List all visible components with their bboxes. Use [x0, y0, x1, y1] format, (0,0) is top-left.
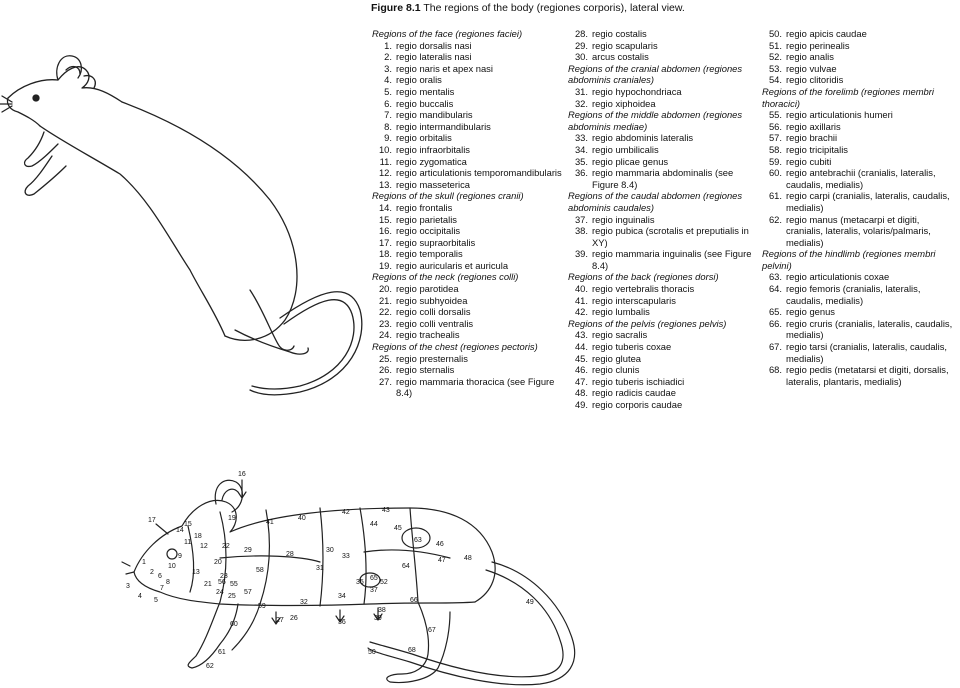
- region-label-68: 68: [408, 647, 416, 654]
- entry-number: 41.: [574, 294, 588, 306]
- entry-number: 49.: [574, 399, 588, 410]
- legend-entry: [372, 376, 562, 399]
- entry-number: 36.: [574, 167, 588, 179]
- legend-entry: [372, 225, 562, 237]
- legend-entry: [372, 260, 562, 272]
- entry-number: 47.: [574, 375, 588, 387]
- entry-text: regio femoris (cranialis, lateralis, caudalis, medialis): [786, 283, 921, 306]
- legend-entry: [372, 86, 562, 98]
- region-label-23: 23: [220, 573, 228, 580]
- region-label-21: 21: [204, 581, 212, 588]
- entry-text: regio sacralis: [592, 329, 648, 341]
- legend-entry: [568, 399, 758, 411]
- entry-text: regio axillaris: [786, 120, 841, 132]
- region-label-29: 29: [244, 547, 252, 554]
- legend-entry: [568, 225, 758, 248]
- region-label-66: 66: [410, 597, 418, 604]
- region-label-52: 52: [380, 579, 388, 586]
- legend-column-2: [568, 28, 758, 411]
- entry-number: 39.: [574, 248, 588, 260]
- entry-number: 18.: [378, 248, 392, 260]
- entry-text: regio vertebralis thoracis: [592, 283, 695, 295]
- legend-entry: [568, 28, 758, 40]
- region-label-48: 48: [464, 555, 472, 562]
- entry-number: 55.: [768, 109, 782, 121]
- entry-text: regio plicae genus: [592, 155, 669, 167]
- region-label-10: 10: [168, 563, 176, 570]
- entry-number: 65.: [768, 306, 782, 318]
- entry-number: 56.: [768, 120, 782, 132]
- entry-text: regio analis: [786, 51, 834, 63]
- entry-text: regio perinealis: [786, 39, 850, 51]
- entry-number: 5.: [384, 85, 392, 97]
- legend-entry: [372, 295, 562, 307]
- mouse-illustration-plain: [0, 40, 370, 410]
- legend-entry: [762, 156, 958, 168]
- region-label-4: 4: [138, 593, 142, 600]
- entry-number: 35.: [574, 155, 588, 167]
- region-label-39: 39: [374, 615, 382, 622]
- legend-entry: [372, 132, 562, 144]
- legend-entry: [372, 167, 562, 179]
- entry-text: regio clitoridis: [786, 74, 844, 86]
- region-label-22: 22: [222, 543, 230, 550]
- legend-entry: [568, 341, 758, 353]
- legend-entry: [372, 109, 562, 121]
- section-heading: Regions of the chest (regiones pectoris): [372, 341, 538, 353]
- entry-text: regio cubiti: [786, 155, 832, 167]
- entry-number: 11.: [379, 155, 392, 167]
- entry-text: regio apicis caudae: [786, 28, 867, 39]
- entry-number: 58.: [768, 143, 782, 155]
- region-label-35: 35: [356, 579, 364, 586]
- entry-text: regio scapularis: [592, 39, 658, 51]
- region-label-67: 67: [428, 627, 436, 634]
- diagram-label-group: [126, 471, 534, 670]
- region-label-65: 65: [370, 575, 378, 582]
- region-label-12: 12: [200, 543, 208, 550]
- region-label-20: 20: [214, 559, 222, 566]
- entry-number: 43.: [574, 329, 588, 341]
- entry-number: 15.: [378, 213, 392, 225]
- entry-text: regio radicis caudae: [592, 387, 676, 399]
- legend-entry: [568, 40, 758, 52]
- region-label-64: 64: [402, 563, 410, 570]
- entry-number: 67.: [768, 341, 782, 353]
- legend-entry: [762, 190, 958, 213]
- section-heading: Regions of the caudal abdomen (regiones abdominis caudales): [568, 190, 743, 213]
- legend-entry: [762, 132, 958, 144]
- region-label-6: 6: [158, 573, 162, 580]
- legend-entry: [762, 271, 958, 283]
- entry-number: 24.: [378, 329, 392, 341]
- region-label-18: 18: [194, 533, 202, 540]
- entry-text: regio infraorbitalis: [396, 143, 470, 155]
- region-label-11: 11: [184, 539, 192, 546]
- figure-title: The regions of the body (regiones corporis), lateral view.: [423, 2, 685, 14]
- region-label-15: 15: [184, 521, 192, 528]
- region-label-31: 31: [316, 565, 324, 572]
- legend-entry: [568, 295, 758, 307]
- legend-entry: [568, 214, 758, 226]
- entry-text: regio subhyoidea: [396, 294, 468, 306]
- entry-text: regio inguinalis: [592, 213, 655, 225]
- entry-number: 22.: [378, 306, 392, 318]
- mouse-region-diagram: [120, 462, 680, 688]
- region-label-13: 13: [192, 569, 200, 576]
- entry-text: regio articulationis humeri: [786, 109, 893, 121]
- entry-number: 66.: [768, 317, 782, 329]
- legend-column-1: [372, 28, 562, 399]
- entry-number: 52.: [768, 51, 782, 63]
- entry-text: regio naris et apex nasi: [396, 62, 493, 74]
- legend-entry: [568, 51, 758, 63]
- region-label-9: 9: [178, 553, 182, 560]
- region-label-44: 44: [370, 521, 378, 528]
- legend-entry: [372, 353, 562, 365]
- legend-entry: [372, 156, 562, 168]
- entry-text: regio colli dorsalis: [396, 306, 471, 318]
- entry-text: regio umbilicalis: [592, 143, 659, 155]
- legend-entry: [762, 167, 958, 190]
- region-label-55: 55: [230, 581, 238, 588]
- region-label-45: 45: [394, 525, 402, 532]
- entry-text: regio occipitalis: [396, 225, 461, 237]
- entry-text: regio manus (metacarpi et digiti, cranialis, lateralis, volaris/palmaris, medialis): [786, 213, 931, 248]
- region-label-30: 30: [326, 547, 334, 554]
- region-label-59: 59: [258, 603, 266, 610]
- entry-text: regio costalis: [592, 28, 647, 39]
- legend-entry: [568, 98, 758, 110]
- legend-entry: [762, 51, 958, 63]
- entry-number: 32.: [574, 97, 588, 109]
- legend-entry: [762, 74, 958, 86]
- legend-entry: [568, 156, 758, 168]
- legend-entry: [372, 237, 562, 249]
- entry-number: 61.: [768, 190, 782, 202]
- entry-number: 6.: [384, 97, 392, 109]
- entry-number: 68.: [768, 364, 782, 376]
- entry-text: regio tuberis ischiadici: [592, 375, 685, 387]
- legend-entry: [762, 121, 958, 133]
- region-label-32: 32: [300, 599, 308, 606]
- entry-number: 3.: [384, 62, 392, 74]
- legend-entry: [568, 353, 758, 365]
- entry-number: 37.: [574, 213, 588, 225]
- entry-number: 2.: [384, 51, 392, 63]
- entry-number: 48.: [574, 387, 588, 399]
- section-heading: Regions of the hindlimb (regiones membri pelvini): [762, 248, 936, 271]
- legend-entry: [762, 63, 958, 75]
- entry-text: arcus costalis: [592, 51, 649, 63]
- legend-entry: [372, 179, 562, 191]
- entry-number: 53.: [768, 62, 782, 74]
- legend-entry: [372, 329, 562, 341]
- entry-text: regio hypochondriaca: [592, 85, 682, 97]
- legend-entry: [762, 283, 958, 306]
- legend-column-3: [762, 28, 958, 387]
- region-label-46: 46: [436, 541, 444, 548]
- legend-entry: [568, 86, 758, 98]
- entry-text: regio supraorbitalis: [396, 236, 476, 248]
- entry-number: 42.: [574, 306, 588, 318]
- legend-entry: [568, 329, 758, 341]
- entry-text: regio mandibularis: [396, 109, 473, 121]
- entry-text: regio sternalis: [396, 364, 455, 376]
- entry-number: 33.: [574, 132, 588, 144]
- entry-number: 57.: [768, 132, 782, 144]
- entry-number: 45.: [574, 352, 588, 364]
- legend-entry: [372, 364, 562, 376]
- entry-number: 16.: [378, 225, 392, 237]
- entry-text: regio vulvae: [786, 62, 837, 74]
- entry-text: regio abdominis lateralis: [592, 132, 694, 144]
- section-heading: Regions of the skull (regiones cranii): [372, 190, 524, 202]
- region-label-26: 26: [290, 615, 298, 622]
- entry-number: 26.: [378, 364, 392, 376]
- entry-text: regio frontalis: [396, 201, 453, 213]
- legend-entry: [372, 202, 562, 214]
- region-label-61: 61: [218, 649, 226, 656]
- region-label-40: 40: [298, 515, 306, 522]
- region-label-37: 37: [370, 587, 378, 594]
- region-label-56: 56: [218, 579, 226, 586]
- section-heading: Regions of the neck (regiones colli): [372, 271, 519, 283]
- entry-text: regio clunis: [592, 364, 640, 376]
- entry-text: regio pedis (metatarsi et digiti, dorsalis, lateralis, plantaris, medialis): [786, 364, 949, 387]
- region-label-8: 8: [166, 579, 170, 586]
- region-label-33: 33: [342, 553, 350, 560]
- legend-entry: [372, 63, 562, 75]
- figure-caption: [371, 2, 685, 14]
- region-label-25: 25: [228, 593, 236, 600]
- region-label-38: 38: [378, 607, 386, 614]
- legend-entry: [762, 109, 958, 121]
- region-label-5: 5: [154, 597, 158, 604]
- region-label-3: 3: [126, 583, 130, 590]
- entry-text: regio trachealis: [396, 329, 460, 341]
- legend-entry: [372, 144, 562, 156]
- entry-text: regio orbitalis: [396, 132, 452, 144]
- entry-text: regio auricularis et auricula: [396, 259, 509, 271]
- entry-number: 12.: [378, 167, 392, 179]
- legend-entry: [762, 341, 958, 364]
- entry-text: regio lumbalis: [592, 306, 650, 318]
- region-label-41: 41: [266, 519, 274, 526]
- entry-text: regio pubica (scrotalis et preputialis in XY): [592, 225, 749, 248]
- legend-entry: [372, 74, 562, 86]
- legend-entry: [762, 364, 958, 387]
- entry-number: 23.: [378, 317, 392, 329]
- region-label-47: 47: [438, 557, 446, 564]
- entry-text: regio masseterica: [396, 178, 470, 190]
- entry-number: 13.: [378, 178, 392, 190]
- entry-text: regio glutea: [592, 352, 641, 364]
- section-heading: Regions of the back (regiones dorsi): [568, 271, 719, 283]
- region-label-49: 49: [526, 599, 534, 606]
- entry-number: 63.: [768, 271, 782, 283]
- entry-text: regio mammaria abdominalis (see Figure 8.4): [592, 167, 734, 190]
- entry-number: 40.: [574, 283, 588, 295]
- entry-text: regio parietalis: [396, 213, 457, 225]
- entry-number: 14.: [378, 201, 392, 213]
- entry-text: regio tricipitalis: [786, 143, 848, 155]
- entry-text: regio lateralis nasi: [396, 51, 472, 63]
- entry-number: 29.: [574, 39, 588, 51]
- region-label-62: 62: [206, 663, 214, 670]
- entry-text: regio zygomatica: [396, 155, 467, 167]
- entry-number: 10.: [378, 143, 392, 155]
- legend-entry: [762, 144, 958, 156]
- entry-text: regio interscapularis: [592, 294, 676, 306]
- entry-number: 62.: [768, 213, 782, 225]
- entry-number: 59.: [768, 155, 782, 167]
- entry-text: regio dorsalis nasi: [396, 39, 472, 51]
- region-label-28: 28: [286, 551, 294, 558]
- entry-text: regio genus: [786, 306, 835, 318]
- entry-number: 1.: [384, 39, 392, 51]
- entry-number: 44.: [574, 341, 588, 353]
- entry-number: 17.: [378, 236, 392, 248]
- entry-number: 51.: [768, 39, 782, 51]
- entry-number: 60.: [768, 167, 782, 179]
- legend-entry: [762, 40, 958, 52]
- section-heading: Regions of the pelvis (regiones pelvis): [568, 317, 727, 329]
- legend-entry: [372, 283, 562, 295]
- region-label-58: 58: [256, 567, 264, 574]
- entry-text: regio temporalis: [396, 248, 463, 260]
- entry-text: regio antebrachii (cranialis, lateralis, caudalis, medialis): [786, 167, 936, 190]
- entry-number: 31.: [574, 85, 588, 97]
- entry-text: regio corporis caudae: [592, 399, 683, 410]
- entry-text: regio cruris (cranialis, lateralis, caudalis, medialis): [786, 317, 953, 341]
- section-heading: Regions of the cranial abdomen (regiones abdominis craniales): [568, 62, 743, 86]
- entry-number: 30.: [574, 51, 588, 63]
- region-label-60: 60: [230, 621, 238, 628]
- entry-text: regio brachii: [786, 132, 838, 144]
- entry-number: 8.: [384, 120, 392, 132]
- legend-entry: [568, 144, 758, 156]
- entry-text: regio intermandibularis: [396, 120, 491, 132]
- legend-entry: [568, 248, 758, 271]
- region-label-2: 2: [150, 569, 154, 576]
- entry-number: 21.: [378, 294, 392, 306]
- figure-number: Figure 8.1: [371, 2, 421, 14]
- section-heading: Regions of the middle abdomen (regiones abdominis mediae): [568, 109, 743, 132]
- entry-number: 64.: [768, 283, 782, 295]
- legend-entry: [762, 28, 958, 40]
- entry-text: regio oralis: [396, 74, 442, 86]
- region-label-1: 1: [142, 559, 146, 566]
- entry-text: regio xiphoidea: [592, 97, 656, 109]
- legend-entry: [568, 364, 758, 376]
- region-label-34: 34: [338, 593, 346, 600]
- legend-entry: [372, 40, 562, 52]
- entry-text: regio articulationis temporomandibularis: [396, 167, 562, 179]
- entry-number: 34.: [574, 143, 588, 155]
- entry-number: 19.: [378, 259, 392, 271]
- legend-entry: [762, 306, 958, 318]
- legend-entry: [372, 248, 562, 260]
- region-label-16: 16: [238, 471, 246, 478]
- legend-entry: [568, 283, 758, 295]
- legend-entry: [568, 376, 758, 388]
- entry-text: regio mammaria inguinalis (see Figure 8.4): [592, 248, 752, 271]
- legend-entry: [372, 98, 562, 110]
- entry-number: 27.: [378, 375, 392, 387]
- region-label-43: 43: [382, 507, 390, 514]
- region-label-24: 24: [216, 589, 224, 596]
- region-label-36: 36: [338, 619, 346, 626]
- region-label-14: 14: [176, 527, 184, 534]
- legend-entry: [372, 318, 562, 330]
- entry-text: regio mentalis: [396, 85, 455, 97]
- entry-number: 50.: [768, 28, 782, 39]
- section-heading: Regions of the face (regiones faciei): [372, 28, 523, 39]
- section-heading: Regions of the forelimb (regiones membri thoracici): [762, 85, 934, 109]
- region-label-27: 27: [276, 617, 284, 624]
- region-label-50: 50: [368, 649, 376, 656]
- region-label-63: 63: [414, 537, 422, 544]
- entry-text: regio tarsi (cranialis, lateralis, caudalis, medialis): [786, 341, 948, 364]
- region-label-19: 19: [228, 515, 236, 522]
- region-label-57: 57: [244, 589, 252, 596]
- region-label-17: 17: [148, 517, 156, 524]
- entry-text: regio parotidea: [396, 283, 459, 295]
- legend-entry: [568, 167, 758, 190]
- legend-entry: [568, 306, 758, 318]
- entry-number: 28.: [574, 28, 588, 39]
- legend-entry: [568, 132, 758, 144]
- legend-entry: [372, 51, 562, 63]
- entry-number: 25.: [378, 352, 392, 364]
- legend-entry: [372, 306, 562, 318]
- entry-text: regio colli ventralis: [396, 317, 474, 329]
- entry-text: regio presternalis: [396, 352, 468, 364]
- entry-number: 38.: [574, 225, 588, 237]
- legend-entry: [568, 387, 758, 399]
- entry-number: 9.: [384, 132, 392, 144]
- entry-number: 54.: [768, 74, 782, 86]
- region-label-42: 42: [342, 509, 350, 516]
- legend-entry: [372, 121, 562, 133]
- entry-number: 4.: [384, 74, 392, 86]
- entry-text: regio tuberis coxae: [592, 341, 672, 353]
- entry-text: regio carpi (cranialis, lateralis, caudalis, medialis): [786, 190, 950, 213]
- legend-entry: [372, 214, 562, 226]
- region-label-7: 7: [160, 585, 164, 592]
- entry-text: regio mammaria thoracica (see Figure 8.4): [396, 375, 555, 399]
- entry-number: 46.: [574, 364, 588, 376]
- entry-text: regio buccalis: [396, 97, 454, 109]
- entry-number: 20.: [378, 283, 392, 295]
- legend-entry: [762, 214, 958, 249]
- entry-number: 7.: [384, 109, 392, 121]
- entry-text: regio articulationis coxae: [786, 271, 890, 283]
- legend-entry: [762, 318, 958, 341]
